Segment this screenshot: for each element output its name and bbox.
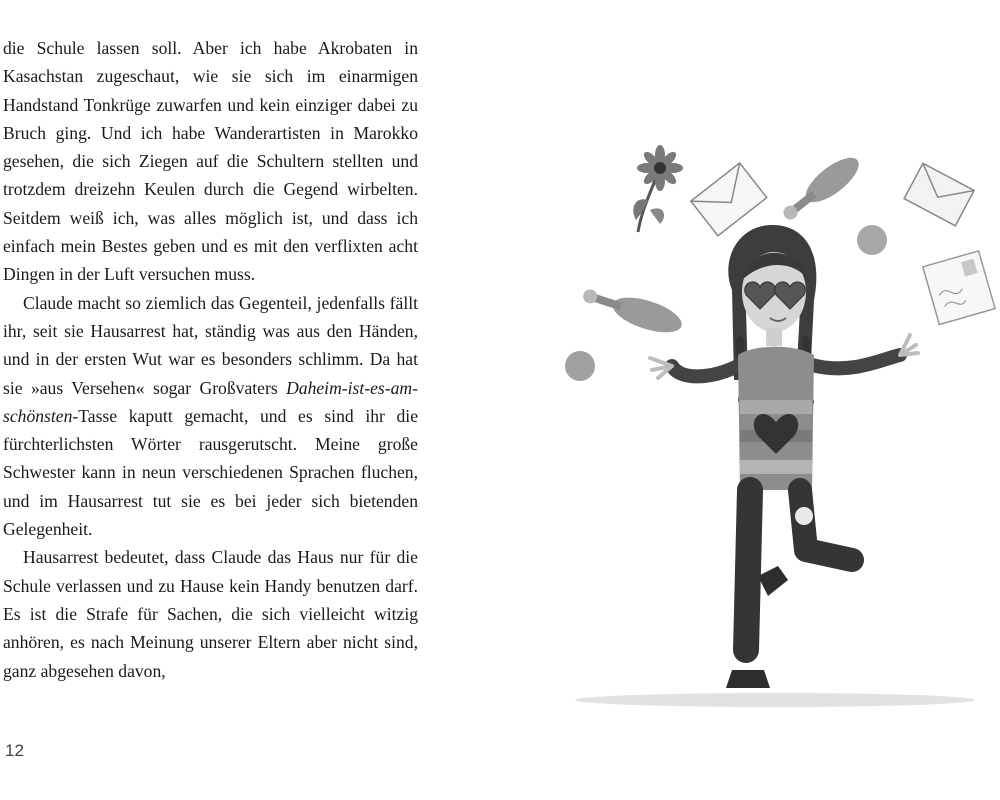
girl-figure [650,225,918,688]
envelope-icon [904,163,974,226]
italic-text: Daheim-ist-es-am-schönsten [3,377,418,426]
paragraph [3,34,418,289]
paragraph [3,289,418,544]
juggling-club-icon [777,150,866,227]
paragraph [3,543,418,684]
text-run: Claude macht so ziemlich das Gegenteil, jedenfalls fällt ihr, seit sie Hausarrest hat, ständig was aus den Händen, und in der ersten Wut war es besonders schlimm. Da hat sie »aus Versehen« sogar Großvaters [3,292,418,398]
ball-icon [565,351,595,381]
text-run: Hausarrest bedeutet, dass Claude das Haus nur für die Schule verlassen und zu Hause kein Handy benutzen darf. Es ist die Strafe für Sachen, die sich vielleicht witzig anhören, es nach Meinung unserer Eltern aber nicht sind, ganz abgesehen davon, [3,547,418,681]
postcard-icon [923,251,995,325]
juggling-club-icon [579,281,686,339]
ball-icon [857,225,887,255]
page-number: 12 [5,741,24,760]
envelope-icon [691,163,767,236]
text-run: die Schule lassen soll. Aber ich habe Akrobaten in Kasachstan zugeschaut, wie sie sich im einarmigen Handstand Tonkrüge zuwarfen und kein einziger dabei zu Bruch ging. Und ich habe Wanderartisten in Marokko gesehen, die sich Ziegen auf die Schultern stellten und trotzdem dreizehn Keulen durch die Gegend wirbelten. Seitdem weiß ich, was alles möglich ist, und dass ich einfach mein Bestes geben und es mit den verflixten acht Dingen in der Luft versuchen muss. [3,38,418,285]
flower-icon [633,145,683,232]
body-text [3,34,418,685]
juggling-girl-illustration [560,130,1000,720]
ground-shadow [575,693,975,707]
text-run: -Tasse kaputt gemacht, und es sind ihr die fürchterlichsten Wörter rausgerutscht. Meine große Schwester kann in neun verschiedenen Sprachen fluchen, und im Hausarrest tut sie es bei jeder sich bietenden Gelegenheit. [3,405,418,540]
